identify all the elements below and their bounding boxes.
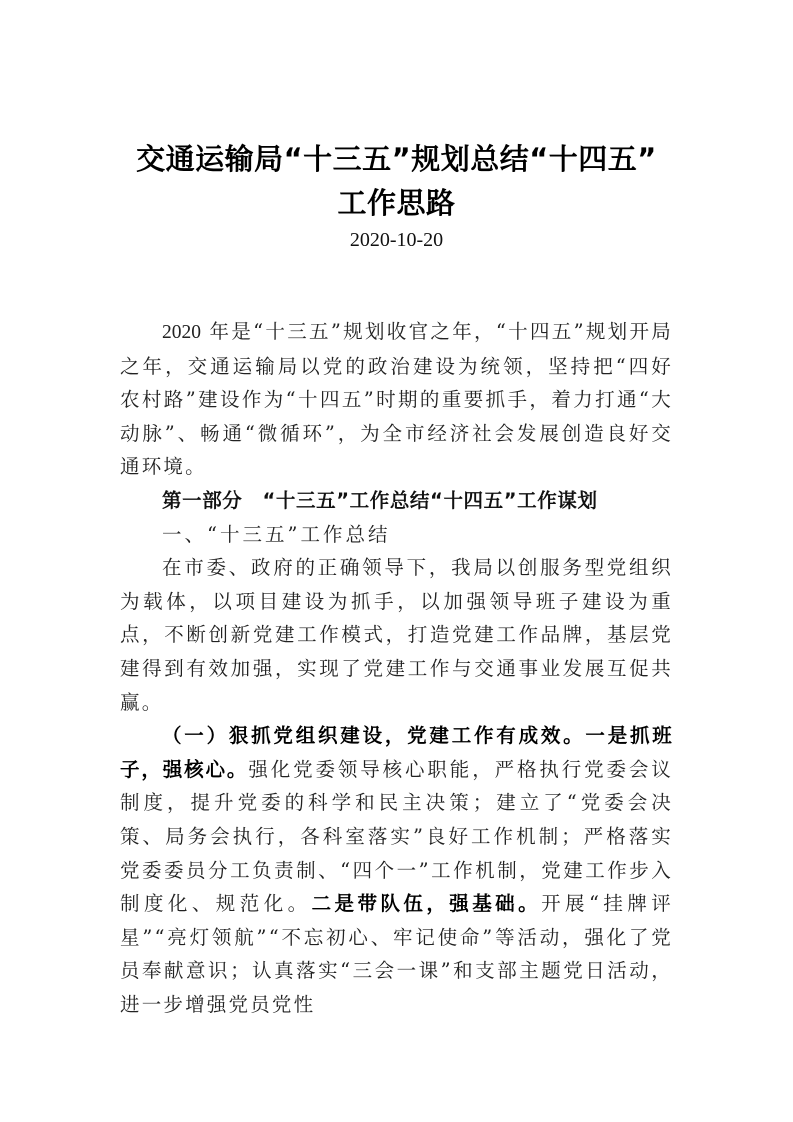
item1-bold-mid: 二是带队伍，强基础。 (311, 892, 542, 916)
item1-text2: 开展“挂牌评星”“亮灯领航”“不忘初心、牢记使命”等活动，强化了党员奉献意识；认真落实“三会一课”和支部主题党日活动，进一步增强党员党性 (120, 892, 673, 1016)
item1-text1: 强化党委领导核心职能，严格执行党委会议制度，提升党委的科学和民主决策；建立了“党委会决策、局务会执行，各科室落实”良好工作机制；严格落实党委委员分工负责制、“四个一”工作机制，党建工作步入制度化、规范化。 (120, 757, 673, 916)
document-title-line2: 工作思路 (337, 186, 456, 220)
document-title-line1: 交通运输局“十三五”规划总结“十四五” (136, 142, 657, 176)
section1-heading: 一、“十三五”工作总结 (162, 522, 391, 546)
document-date: 2020-10-20 (349, 229, 444, 251)
document-body (120, 315, 673, 1021)
intro-paragraph (120, 315, 673, 484)
item1-paragraph (120, 719, 673, 1021)
section1-intro-paragraph: 在市委、政府的正确领导下，我局以创服务型党组织为载体，以项目建设为抓手，以加强领导班子建设为重点，不断创新党建工作模式，打造党建工作品牌，基层党建得到有效加强，实现了党建工作与交通事业发展互促共赢。 (120, 556, 673, 714)
intro-year: 2020 (162, 322, 201, 343)
part1-heading: 第一部分 “十三五”工作总结“十四五”工作谋划 (162, 488, 598, 512)
item1-bold-lead: （一）狠抓党组织建设，党建工作有成效。一是抓班子，强核心。 (120, 724, 673, 781)
intro-text: 年是“十三五”规划收官之年，“十四五”规划开局之年，交通运输局以党的政治建设为统领，坚持把“四好农村路”建设作为“十四五”时期的重要抓手，着力打通“大动脉”、畅通“微循环”，为全市经济社会发展创造良好交通环境。 (120, 320, 673, 479)
